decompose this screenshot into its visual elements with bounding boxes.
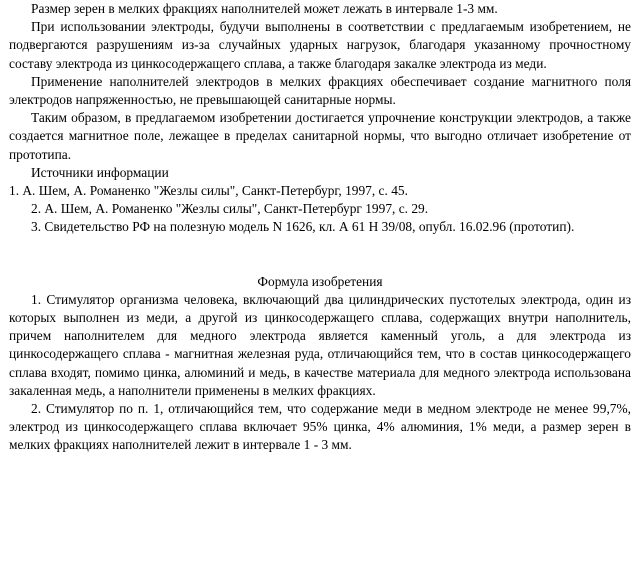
source-item-2: 2. А. Шем, А. Романенко "Жезлы силы", Санкт-Петербург 1997, с. 29.	[31, 201, 429, 217]
claim-2: 2. Стимулятор по п. 1, отличающийся тем, что содержание меди в медном электроде не менее 99,7%, электрод из цинкосодержащего сплава включает 95% цинка, 4% алюминия, 1% меди, а размер зерен в мелких фракциях наполнителей лежит в интервале 1 - 3 мм.	[9, 401, 631, 453]
document-body	[9, 0, 631, 455]
paragraph-conclusion: Таким образом, в предлагаемом изобретении достигается упрочнение конструкции электродов, а также создается магнитное поле, лежащее в пределах санитарной нормы, что выгодно отличает изобретение от прототипа.	[9, 110, 631, 162]
paragraph-durability: При использовании электроды, будучи выполнены в соответствии с предлагаемым изобретением, не подвергаются разрушениям из-за случайных ударных нагрузок, благодаря указанному прочностному составу электрода из цинкосодержащего сплава, а также благодаря закалке электрода из меди.	[9, 19, 631, 71]
section-spacer	[9, 237, 631, 273]
source-item-3: 3. Свидетельство РФ на полезную модель N 1626, кл. А 61 Н 39/08, опубл. 16.02.96 (прототип).	[31, 219, 575, 235]
sources-heading: Источники информации	[31, 164, 169, 180]
paragraph-magnetic-field: Применение наполнителей электродов в мелких фракциях обеспечивает создание магнитного поля электродов напряженностью, не превышающей санитарные нормы.	[9, 73, 631, 108]
formula-heading: Формула изобретения	[257, 273, 383, 289]
paragraph-grain-size: Размер зерен в мелких фракциях наполнителей может лежать в интервале 1-3 мм.	[31, 1, 498, 16]
claim-1: 1. Стимулятор организма человека, включающий два цилиндрических пустотелых электрода, один из которых выполнен из меди, а другой из цинкосодержащего сплава, содержащих внутри наполнитель, причем наполнителем для медного электрода является каменный уголь, а для электрода из цинкосодержащего сплава - магнитная железная руда, отличающийся тем, что в состав цинкосодержащего сплава входят, помимо цинка, алюминий и медь, в качестве материала для медного электрода использована закаленная медь, а наполнители применены в мелких фракциях.	[9, 291, 631, 398]
source-item-1: 1. А. Шем, А. Романенко "Жезлы силы", Санкт-Петербург, 1997, с. 45.	[9, 183, 408, 199]
